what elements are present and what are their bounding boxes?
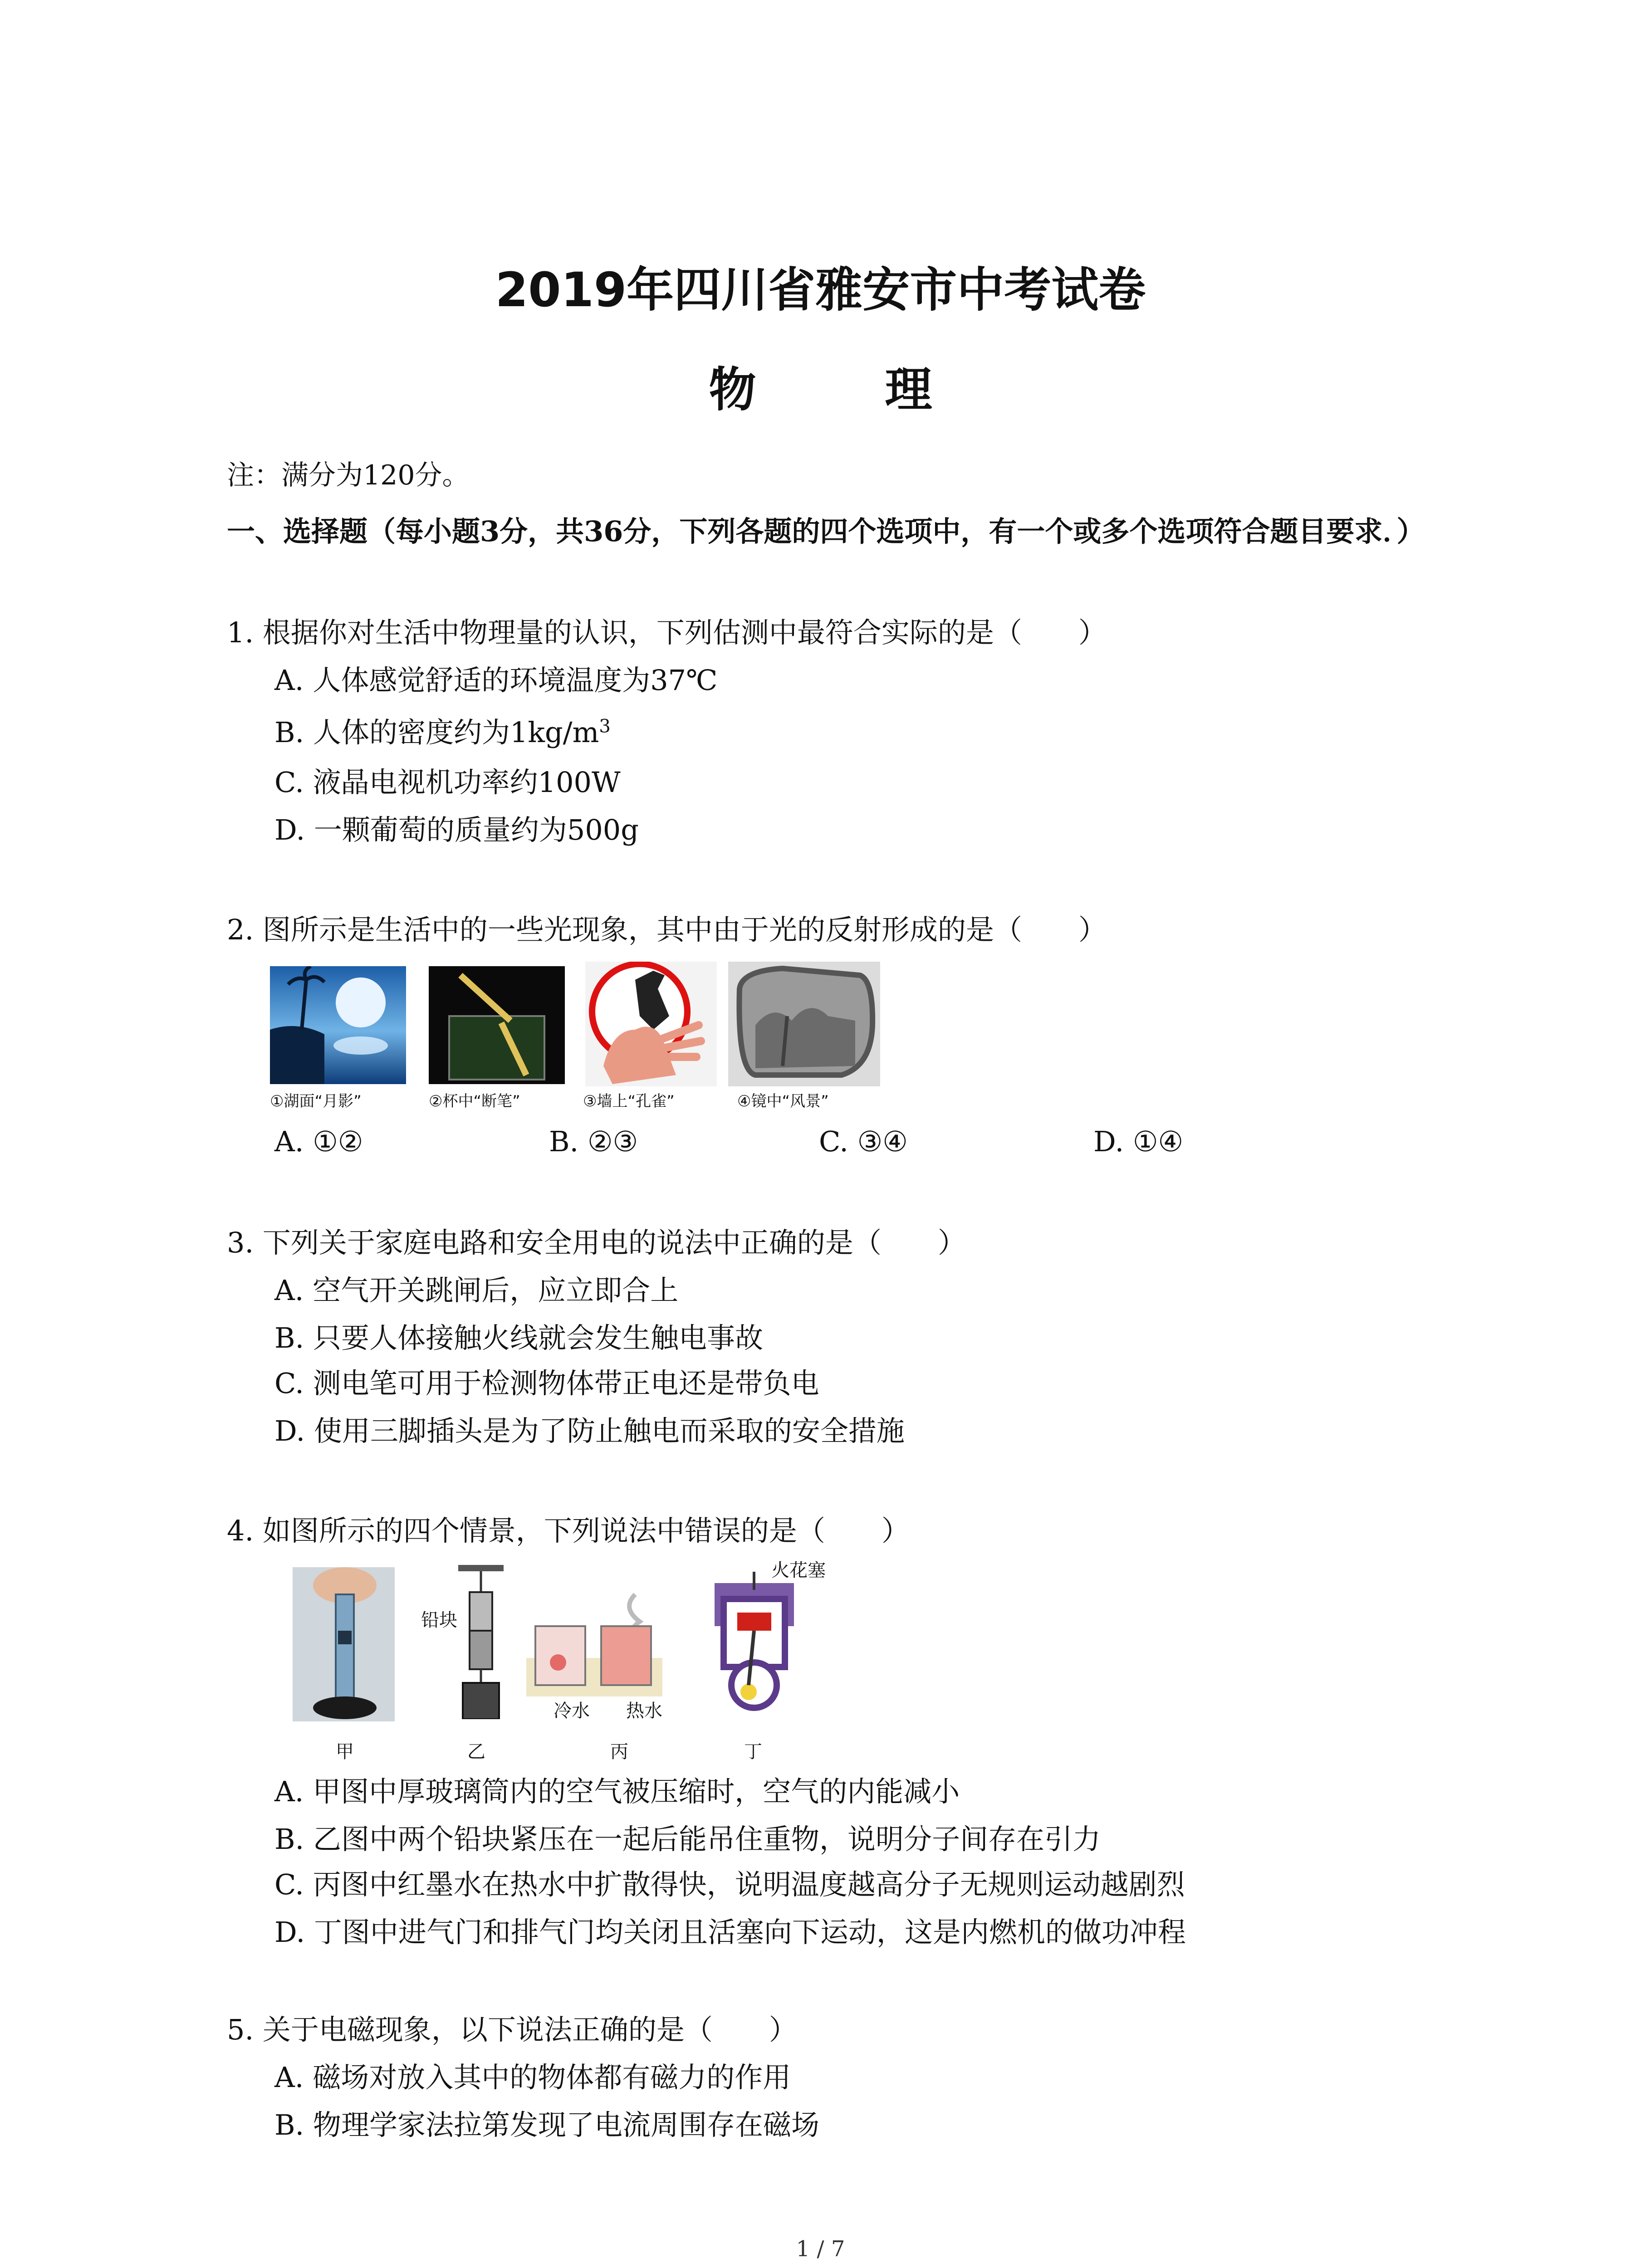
beakers-image xyxy=(526,1590,662,1696)
question-1-option-d: D. 一颗葡萄的质量约为500g xyxy=(274,813,639,846)
hot-water-label: 热水 xyxy=(626,1701,662,1721)
q2-caption-2: ②杯中“断笔” xyxy=(429,1092,520,1110)
page-number: 1 / 7 xyxy=(796,2236,845,2262)
question-4-stem: 4. 如图所示的四个情景，下列说法中错误的是（ ） xyxy=(227,1514,910,1547)
side-mirror-image xyxy=(728,962,880,1086)
option-b-superscript: 3 xyxy=(599,716,611,737)
question-2-option-a: A. ①② xyxy=(274,1125,363,1158)
question-1-option-b: B. 人体的密度约为$1kg/m^3$ xyxy=(274,716,611,749)
question-2-option-b: B. ②③ xyxy=(549,1125,638,1158)
lake-moon-image xyxy=(270,966,406,1084)
exam-title: 2019年四川省雅安市中考试卷 xyxy=(495,262,1146,318)
spark-plug-label: 火花塞 xyxy=(771,1560,826,1581)
q4-caption-yi: 乙 xyxy=(467,1741,485,1762)
cup-pencil-image xyxy=(429,966,565,1084)
question-4-option-d: D. 丁图中进气门和排气门均关闭且活塞向下运动，这是内燃机的做功冲程 xyxy=(274,1916,1186,1949)
question-5-option-b: B. 物理学家法拉第发现了电流周围存在磁场 xyxy=(274,2108,819,2141)
question-1-option-a: A. 人体感觉舒适的环境温度为37℃ xyxy=(274,664,718,697)
glass-cylinder-image xyxy=(293,1567,395,1721)
question-2-option-d: D. ①④ xyxy=(1093,1125,1184,1158)
cold-water-label: 冷水 xyxy=(554,1701,590,1721)
q2-caption-3: ③墙上“孔雀” xyxy=(583,1092,675,1110)
q4-caption-ding: 丁 xyxy=(744,1741,762,1762)
question-4-option-b: B. 乙图中两个铅块紧压在一起后能吊住重物，说明分子间存在引力 xyxy=(274,1823,1101,1856)
section-heading: 一、选择题（每小题3分，共36分，下列各题的四个选项中，有一个或多个选项符合题目要求．） xyxy=(227,515,1425,548)
score-note: 注：满分为120分。 xyxy=(227,459,470,491)
q2-caption-1: ①湖面“月影” xyxy=(270,1092,362,1110)
question-1-stem: 1. 根据你对生活中物理量的认识，下列估测中最符合实际的是（ ） xyxy=(227,616,1107,649)
hand-shadow-image xyxy=(585,962,717,1086)
question-3-stem: 3. 下列关于家庭电路和安全用电的说法中正确的是（ ） xyxy=(227,1226,966,1259)
question-5-option-a: A. 磁场对放入其中的物体都有磁力的作用 xyxy=(274,2061,791,2094)
question-3-option-b: B. 只要人体接触火线就会发生触电事故 xyxy=(274,1321,763,1354)
question-3-option-c: C. 测电笔可用于检测物体带正电还是带负电 xyxy=(274,1367,819,1400)
question-1-option-c: C. 液晶电视机功率约100W xyxy=(274,766,621,799)
q2-caption-4: ④镜中“风景” xyxy=(737,1092,829,1110)
q4-caption-jia: 甲 xyxy=(336,1741,354,1762)
question-3-option-d: D. 使用三脚插头是为了防止触电而采取的安全措施 xyxy=(274,1414,905,1447)
question-4-option-c: C. 丙图中红墨水在热水中扩散得快，说明温度越高分子无规则运动越剧烈 xyxy=(274,1868,1185,1901)
question-5-stem: 5. 关于电磁现象，以下说法正确的是（ ） xyxy=(227,2013,797,2046)
question-3-option-a: A. 空气开关跳闸后，应立即合上 xyxy=(274,1274,679,1307)
question-2-stem: 2. 图所示是生活中的一些光现象，其中由于光的反射形成的是（ ） xyxy=(227,913,1107,946)
question-2-option-c: C. ③④ xyxy=(819,1125,908,1158)
question-4-option-a: A. 甲图中厚玻璃筒内的空气被压缩时，空气的内能减小 xyxy=(274,1775,960,1808)
engine-image xyxy=(705,1572,803,1724)
lead-label: 铅块 xyxy=(421,1610,457,1631)
q4-caption-bing: 丙 xyxy=(610,1741,628,1762)
lead-blocks-image xyxy=(454,1565,508,1719)
subject-title: 物 理 xyxy=(709,362,973,417)
